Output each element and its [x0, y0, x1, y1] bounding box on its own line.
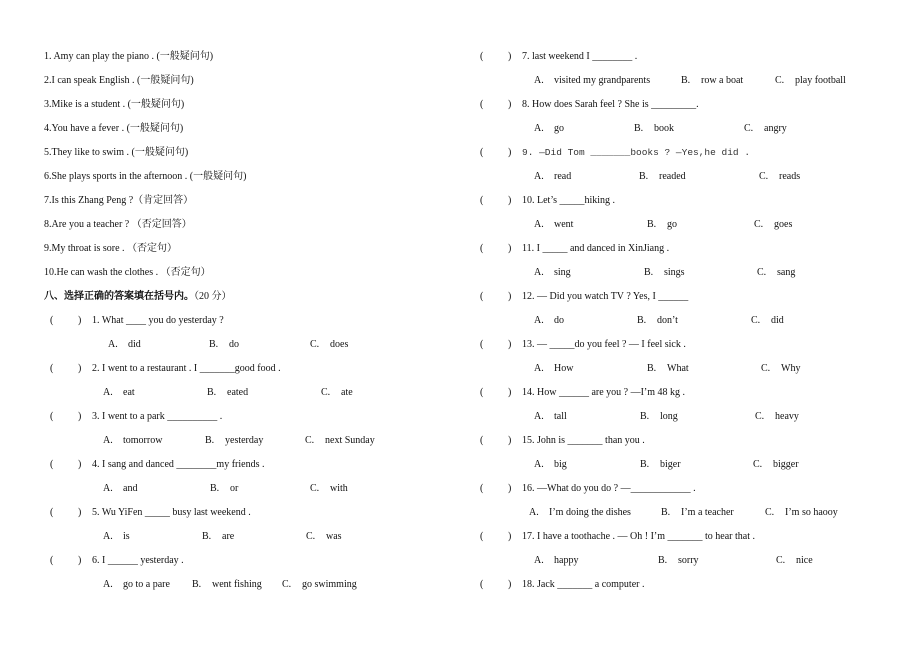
- question-text: 15. John is _______ than you .: [522, 435, 645, 446]
- option-text: eated: [227, 387, 249, 398]
- option-text: book: [654, 123, 674, 134]
- option-label: A.: [534, 75, 544, 86]
- question-text: 4. I sang and danced ________my friends .: [92, 459, 265, 470]
- option-a[interactable]: [534, 411, 567, 423]
- answer-bracket-close: ): [508, 387, 512, 398]
- option-label: B.: [637, 315, 647, 326]
- option-text: go to a pare: [123, 579, 170, 590]
- option-b[interactable]: [192, 579, 262, 591]
- option-b[interactable]: [634, 123, 674, 135]
- question-text: 2. I went to a restaurant . I _______good food .: [92, 363, 281, 374]
- question-text: 7. last weekend I ________ .: [522, 51, 638, 62]
- option-label: A.: [534, 411, 544, 422]
- answer-bracket-open[interactable]: (: [480, 291, 484, 302]
- answer-bracket-close: ): [78, 507, 82, 518]
- option-label: A.: [529, 507, 539, 518]
- option-label: A.: [103, 387, 113, 398]
- option-label: A.: [534, 555, 544, 566]
- option-text: reads: [779, 171, 801, 182]
- option-c[interactable]: [751, 315, 784, 327]
- answer-bracket-open[interactable]: (: [480, 483, 484, 494]
- option-b[interactable]: [681, 75, 743, 87]
- option-a[interactable]: [103, 435, 162, 447]
- option-label: A.: [103, 579, 113, 590]
- question-text: 17. I have a toothache . — Oh ! I’m _______ to hear that .: [522, 531, 755, 542]
- option-text: Why: [781, 363, 801, 374]
- option-a[interactable]: [103, 387, 135, 399]
- option-a[interactable]: [534, 171, 571, 183]
- rewrite-item: 5.They like to swim . (一般疑问句): [44, 147, 189, 158]
- option-text: went: [554, 219, 574, 230]
- question-text: 6. I ______ yesterday .: [92, 555, 184, 566]
- answer-bracket-close: ): [508, 195, 512, 206]
- answer-bracket-close: ): [508, 435, 512, 446]
- option-c[interactable]: [765, 507, 838, 519]
- option-b[interactable]: [661, 507, 734, 519]
- option-c[interactable]: [759, 171, 800, 183]
- answer-bracket-close: ): [508, 531, 512, 542]
- option-label: A.: [534, 123, 544, 134]
- answer-bracket-close: ): [78, 315, 82, 326]
- option-label: C.: [305, 435, 315, 446]
- answer-bracket-close: ): [508, 339, 512, 350]
- rewrite-item: 10.He can wash the clothes . （否定句）: [44, 267, 211, 278]
- option-b[interactable]: [640, 411, 678, 423]
- answer-bracket-close: ): [508, 291, 512, 302]
- option-c[interactable]: [776, 555, 813, 567]
- question-text: 9. —Did Tom _______books ? —Yes,he did .: [522, 147, 751, 158]
- answer-bracket-close: ): [508, 99, 512, 110]
- option-text: angry: [764, 123, 787, 134]
- option-text: How: [554, 363, 574, 374]
- option-a[interactable]: [534, 459, 567, 471]
- answer-bracket-open[interactable]: (: [480, 435, 484, 446]
- option-label: C.: [757, 267, 767, 278]
- option-label: C.: [282, 579, 292, 590]
- option-label: C.: [755, 411, 765, 422]
- option-text: and: [123, 483, 138, 494]
- option-label: B.: [634, 123, 644, 134]
- option-label: C.: [761, 363, 771, 374]
- answer-bracket-close: ): [78, 555, 82, 566]
- section-heading-text: 八、选择正确的答案填在括号内。: [44, 291, 194, 302]
- option-a[interactable]: [534, 123, 564, 135]
- option-label: B.: [192, 579, 202, 590]
- answer-bracket-open[interactable]: (: [50, 363, 54, 374]
- option-label: B.: [202, 531, 212, 542]
- answer-bracket-open[interactable]: (: [480, 51, 484, 62]
- option-text: readed: [659, 171, 686, 182]
- option-a[interactable]: [108, 339, 141, 351]
- answer-bracket-close: ): [78, 363, 82, 374]
- option-c[interactable]: [754, 219, 792, 231]
- question-text: 12. — Did you watch TV ? Yes, I ______: [522, 291, 689, 302]
- option-text: with: [330, 483, 348, 494]
- option-label: A.: [534, 363, 544, 374]
- answer-bracket-open[interactable]: (: [480, 195, 484, 206]
- option-text: went fishing: [212, 579, 262, 590]
- option-a[interactable]: [534, 219, 573, 231]
- question-text: 16. —What do you do ? —____________ .: [522, 483, 696, 494]
- option-text: is: [123, 531, 130, 542]
- option-c[interactable]: [306, 531, 342, 543]
- option-label: A.: [534, 459, 544, 470]
- option-b[interactable]: [207, 387, 248, 399]
- option-label: C.: [321, 387, 331, 398]
- option-label: B.: [205, 435, 215, 446]
- option-label: B.: [640, 411, 650, 422]
- option-text: biger: [660, 459, 681, 470]
- option-text: sing: [554, 267, 571, 278]
- rewrite-item: 8.Are you a teacher ? （否定回答）: [44, 219, 192, 230]
- option-label: C.: [744, 123, 754, 134]
- option-text: tall: [554, 411, 567, 422]
- option-label: A.: [534, 267, 544, 278]
- option-label: C.: [776, 555, 786, 566]
- option-text: eat: [123, 387, 135, 398]
- option-text: goes: [774, 219, 793, 230]
- question-text: 10. Let’s _____hiking .: [522, 195, 616, 206]
- option-c[interactable]: [753, 459, 799, 471]
- option-b[interactable]: [205, 435, 263, 447]
- option-b[interactable]: [637, 315, 678, 327]
- rewrite-item: 3.Mike is a student . (一般疑问句): [44, 99, 185, 110]
- option-label: B.: [681, 75, 691, 86]
- answer-bracket-close: ): [508, 483, 512, 494]
- answer-bracket-open[interactable]: (: [480, 531, 484, 542]
- option-text: ate: [341, 387, 353, 398]
- option-label: C.: [306, 531, 316, 542]
- option-label: B.: [639, 171, 649, 182]
- option-label: C.: [310, 483, 320, 494]
- option-b[interactable]: [647, 363, 689, 375]
- option-c[interactable]: [321, 387, 353, 399]
- option-b[interactable]: [639, 171, 686, 183]
- option-b[interactable]: [202, 531, 234, 543]
- option-label: C.: [751, 315, 761, 326]
- answer-bracket-close: ): [508, 579, 512, 590]
- option-label: B.: [647, 363, 657, 374]
- answer-bracket-close: ): [508, 243, 512, 254]
- rewrite-item: 7.Is this Zhang Peng ?（肯定回答）: [44, 195, 194, 206]
- rewrite-item: 4.You have a fever . (一般疑问句): [44, 123, 184, 134]
- option-label: B.: [658, 555, 668, 566]
- option-c[interactable]: [755, 411, 799, 423]
- question-text: 13. — _____do you feel ? — I feel sick .: [522, 339, 686, 350]
- option-label: C.: [759, 171, 769, 182]
- option-c[interactable]: [282, 579, 357, 591]
- option-text: go: [667, 219, 677, 230]
- option-label: B.: [647, 219, 657, 230]
- option-text: sings: [664, 267, 685, 278]
- section-heading: [44, 291, 232, 303]
- option-a[interactable]: [103, 531, 130, 543]
- option-text: nice: [796, 555, 813, 566]
- answer-bracket-open[interactable]: (: [480, 243, 484, 254]
- option-text: What: [667, 363, 689, 374]
- option-label: B.: [207, 387, 217, 398]
- option-text: sang: [777, 267, 796, 278]
- option-c[interactable]: [761, 363, 800, 375]
- option-label: A.: [534, 219, 544, 230]
- option-text: row a boat: [701, 75, 744, 86]
- option-text: do: [229, 339, 239, 350]
- option-a[interactable]: [534, 267, 571, 279]
- option-label: B.: [209, 339, 219, 350]
- option-a[interactable]: [103, 579, 170, 591]
- option-text: tomorrow: [123, 435, 163, 446]
- option-text: does: [330, 339, 349, 350]
- answer-bracket-open[interactable]: (: [480, 339, 484, 350]
- option-text: go swimming: [302, 579, 357, 590]
- option-b[interactable]: [647, 219, 677, 231]
- option-text: are: [222, 531, 235, 542]
- option-text: bigger: [773, 459, 799, 470]
- option-c[interactable]: [310, 483, 348, 495]
- option-text: I’m a teacher: [681, 507, 734, 518]
- answer-bracket-open[interactable]: (: [480, 579, 484, 590]
- question-text: 14. How ______ are you ? —I’m 48 kg .: [522, 387, 686, 398]
- option-label: A.: [103, 483, 113, 494]
- option-text: yesterday: [225, 435, 264, 446]
- option-b[interactable]: [640, 459, 681, 471]
- option-c[interactable]: [775, 75, 846, 87]
- answer-bracket-open[interactable]: (: [50, 507, 54, 518]
- option-a[interactable]: [534, 555, 578, 567]
- option-text: I’m doing the dishes: [549, 507, 631, 518]
- option-label: C.: [765, 507, 775, 518]
- question-text: 11. I _____ and danced in XinJiang .: [522, 243, 670, 254]
- option-b[interactable]: [644, 267, 685, 279]
- question-text: 5. Wu YiFen _____ busy last weekend .: [92, 507, 251, 518]
- option-text: next Sunday: [325, 435, 375, 446]
- answer-bracket-open[interactable]: (: [480, 99, 484, 110]
- answer-bracket-open[interactable]: (: [50, 315, 54, 326]
- answer-bracket-close: ): [508, 51, 512, 62]
- option-c[interactable]: [305, 435, 375, 447]
- question-text: 18. Jack _______ a computer .: [522, 579, 645, 590]
- option-label: A.: [108, 339, 118, 350]
- option-text: did: [771, 315, 784, 326]
- option-text: I’m so haooy: [785, 507, 838, 518]
- answer-bracket-close: ): [78, 411, 82, 422]
- option-a[interactable]: [534, 75, 650, 87]
- answer-bracket-open[interactable]: (: [480, 147, 484, 158]
- option-text: don’t: [657, 315, 678, 326]
- question-text: 3. I went to a park __________ .: [92, 411, 223, 422]
- option-label: C.: [753, 459, 763, 470]
- option-text: long: [660, 411, 678, 422]
- answer-bracket-open[interactable]: (: [50, 555, 54, 566]
- option-text: was: [326, 531, 342, 542]
- answer-bracket-close: ): [508, 147, 512, 158]
- option-label: B.: [640, 459, 650, 470]
- option-a[interactable]: [529, 507, 631, 519]
- option-label: C.: [775, 75, 785, 86]
- option-c[interactable]: [744, 123, 787, 135]
- option-label: A.: [534, 171, 544, 182]
- answer-bracket-open[interactable]: (: [480, 387, 484, 398]
- answer-bracket-open[interactable]: (: [50, 459, 54, 470]
- option-b[interactable]: [210, 483, 238, 495]
- option-text: or: [230, 483, 239, 494]
- option-text: read: [554, 171, 572, 182]
- option-label: A.: [103, 435, 113, 446]
- option-a[interactable]: [534, 315, 564, 327]
- option-label: B.: [661, 507, 671, 518]
- section-points: （20 分）: [194, 291, 232, 302]
- option-label: B.: [210, 483, 220, 494]
- option-text: visited my grandparents: [554, 75, 651, 86]
- question-text: 8. How does Sarah feel ? She is _________.: [522, 99, 699, 110]
- question-text: 1. What ____ you do yesterday ?: [92, 315, 224, 326]
- option-label: C.: [310, 339, 320, 350]
- option-label: C.: [754, 219, 764, 230]
- option-b[interactable]: [658, 555, 699, 567]
- answer-bracket-open[interactable]: (: [50, 411, 54, 422]
- option-c[interactable]: [310, 339, 348, 351]
- option-label: A.: [534, 315, 544, 326]
- option-text: happy: [554, 555, 579, 566]
- option-label: A.: [103, 531, 113, 542]
- option-label: B.: [644, 267, 654, 278]
- option-text: big: [554, 459, 567, 470]
- rewrite-item: 6.She plays sports in the afternoon . (一般疑问句): [44, 171, 247, 182]
- rewrite-item: 9.My throat is sore . （否定句）: [44, 243, 178, 254]
- rewrite-item: 1. Amy can play the piano . (一般疑问句): [44, 51, 214, 62]
- option-b[interactable]: [209, 339, 239, 351]
- option-a[interactable]: [103, 483, 137, 495]
- option-text: play football: [795, 75, 846, 86]
- option-text: heavy: [775, 411, 799, 422]
- option-text: did: [128, 339, 141, 350]
- rewrite-item: 2.I can speak English . (一般疑问句): [44, 75, 194, 86]
- option-text: go: [554, 123, 564, 134]
- option-text: sorry: [678, 555, 699, 566]
- option-a[interactable]: [534, 363, 573, 375]
- option-text: do: [554, 315, 564, 326]
- answer-bracket-close: ): [78, 459, 82, 470]
- option-c[interactable]: [757, 267, 795, 279]
